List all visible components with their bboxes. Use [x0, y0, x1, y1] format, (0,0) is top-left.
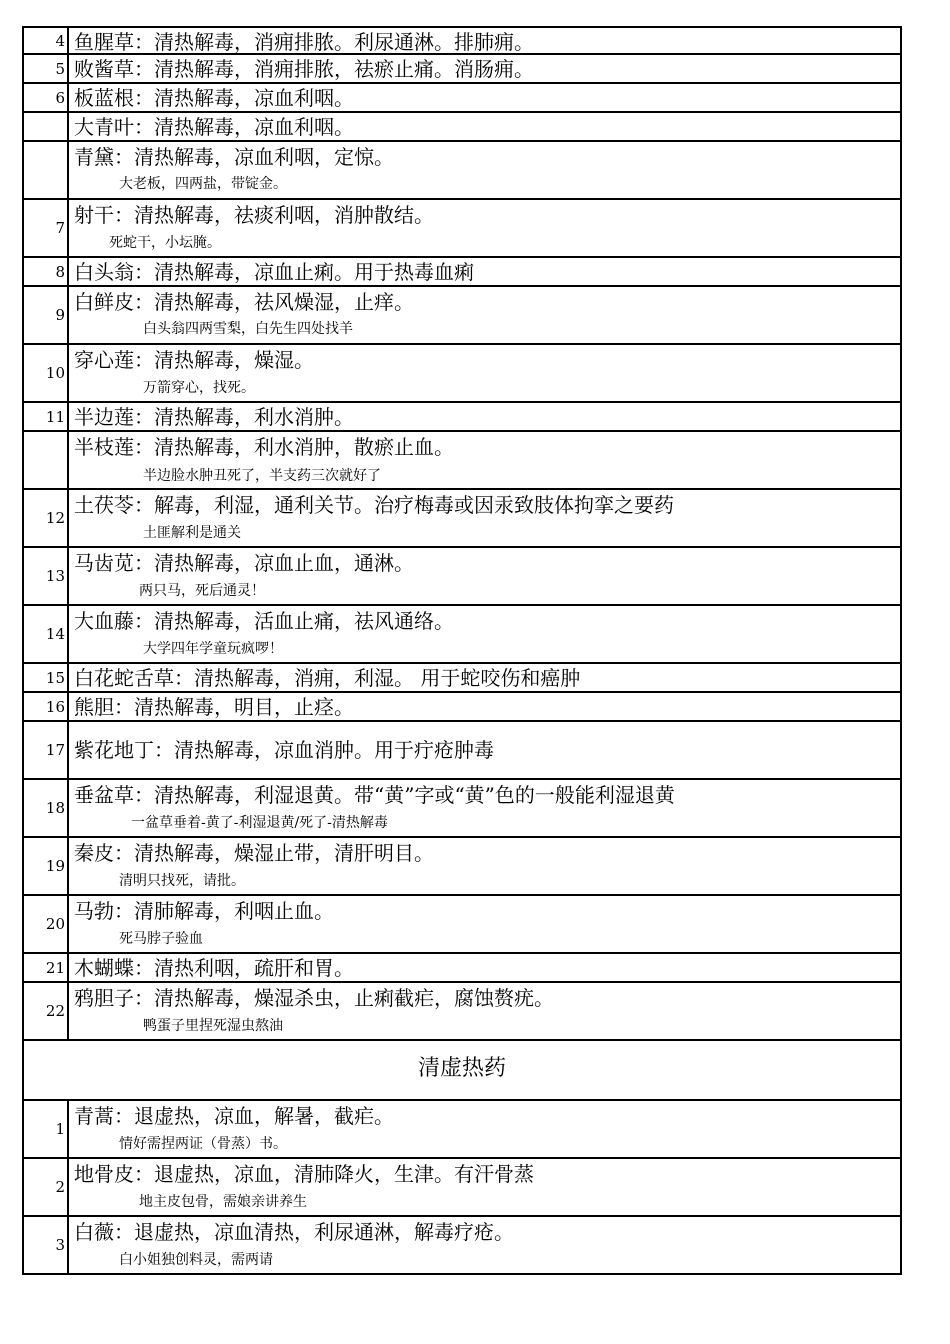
table-row	[22, 548, 902, 606]
herb-entry-text: 大血藤：清热解毒，活血止痛，祛风通络。	[74, 609, 454, 633]
mnemonic-text: 土匪解利是通关	[143, 525, 241, 541]
mnemonic-text: 情好需捏两证（骨蒸）书。	[119, 1136, 287, 1152]
mnemonic-text: 半边脸水肿丑死了，半支药三次就好了	[143, 468, 381, 484]
table-row	[22, 55, 902, 84]
herb-entry-text: 地骨皮：退虚热，凉血，清肺降火，生津。有汗骨蒸	[74, 1162, 534, 1186]
table-row	[22, 1101, 902, 1159]
mnemonic-text: 地主皮包骨，需娘亲讲养生	[139, 1194, 307, 1210]
table-row	[22, 258, 902, 287]
table-row	[22, 200, 902, 258]
herb-entry-text: 秦皮：清热解毒，燥湿止带，清肝明目。	[74, 841, 434, 865]
herb-entry-text: 青蒿：退虚热，凉血，解暑，截疟。	[74, 1104, 394, 1128]
table-row	[22, 1159, 902, 1217]
table-row	[22, 780, 902, 838]
mnemonic-text: 清明只找死，请批。	[119, 873, 245, 889]
herb-entry-text: 半枝莲：清热解毒，利水消肿，散瘀止血。	[74, 435, 454, 459]
table-row	[22, 983, 902, 1041]
row-number: 7	[24, 200, 69, 256]
table-row	[22, 490, 902, 548]
row-number: 11	[24, 403, 69, 430]
herb-entry-text: 青黛：清热解毒，凉血利咽，定惊。	[74, 145, 394, 169]
mnemonic-text: 白头翁四两雪梨，白先生四处找羊	[143, 321, 353, 337]
herb-entry-text: 白薇：退虚热，凉血清热，利尿通淋，解毒疗疮。	[74, 1220, 514, 1244]
table-row	[22, 722, 902, 780]
table-row	[22, 693, 902, 722]
section-title: 清虚热药	[417, 1056, 506, 1081]
herb-entry-text: 半边莲：清热解毒，利水消肿。	[74, 405, 354, 429]
herb-entry-text: 白花蛇舌草：清热解毒，消痈，利湿。 用于蛇咬伤和癌肿	[74, 666, 581, 690]
herb-entry-text: 白鲜皮：清热解毒，祛风燥湿，止痒。	[74, 290, 414, 314]
row-number: 5	[24, 55, 69, 82]
herb-entry-text: 鱼腥草：清热解毒，消痈排脓。利尿通淋。排肺痈。	[74, 30, 534, 54]
herb-entry-text: 马勃：清肺解毒，利咽止血。	[74, 899, 334, 923]
table-row	[22, 954, 902, 983]
mnemonic-text: 死蛇干，小坛腌。	[109, 235, 221, 251]
row-number: 6	[24, 84, 69, 111]
row-number: 20	[24, 896, 69, 952]
herb-entry-text: 熊胆：清热解毒，明目，止痉。	[74, 695, 354, 719]
table-row	[22, 838, 902, 896]
row-number: 3	[24, 1217, 69, 1273]
section-header	[22, 1041, 902, 1101]
mnemonic-text: 一盆草垂着-黄了-利湿退黄/死了-清热解毒	[131, 815, 388, 831]
mnemonic-text: 大老板，四两盐，带锭金。	[119, 176, 287, 192]
herb-entry-text: 鸦胆子：清热解毒，燥湿杀虫，止痢截疟，腐蚀赘疣。	[74, 986, 554, 1010]
herb-entry-text: 马齿苋：清热解毒，凉血止血，通淋。	[74, 551, 414, 575]
mnemonic-text: 鸭蛋子里捏死湿虫熬油	[143, 1018, 283, 1034]
row-number: 21	[24, 954, 69, 981]
row-number: 10	[24, 345, 69, 401]
table-row	[22, 606, 902, 664]
mnemonic-text: 大学四年学童玩疯啰！	[143, 641, 283, 657]
mnemonic-text: 两只马，死后通灵！	[139, 583, 265, 599]
herb-entry-text: 土茯苓：解毒，利湿，通利关节。治疗梅毒或因汞致肢体拘挛之要药	[74, 493, 674, 517]
row-number: 9	[24, 287, 69, 343]
row-number: 14	[24, 606, 69, 662]
table-row	[22, 1217, 902, 1275]
table-row	[22, 287, 902, 345]
mnemonic-text: 死马脖子验血	[119, 931, 203, 947]
row-number: 17	[24, 722, 69, 778]
document-sheet	[22, 26, 902, 1275]
table-row	[22, 403, 902, 432]
row-number	[24, 142, 69, 198]
herb-entry-text: 大青叶：清热解毒，凉血利咽。	[74, 115, 354, 139]
row-number: 18	[24, 780, 69, 836]
table-row	[22, 142, 902, 200]
table-row	[22, 345, 902, 403]
table-row	[22, 113, 902, 142]
mnemonic-text: 万箭穿心，找死。	[143, 380, 255, 396]
table-row	[22, 26, 902, 55]
row-number: 15	[24, 664, 69, 691]
row-number: 8	[24, 258, 69, 285]
row-number	[24, 113, 69, 140]
row-number: 22	[24, 983, 69, 1039]
herb-entry-text: 垂盆草：清热解毒，利湿退黄。带“黄”字或“黄”色的一般能利湿退黄	[74, 783, 675, 807]
herb-entry-text: 穿心莲：清热解毒，燥湿。	[74, 348, 314, 372]
herb-entry-text: 白头翁：清热解毒，凉血止痢。用于热毒血痢	[74, 260, 474, 284]
herb-entry-text: 射干：清热解毒，祛痰利咽，消肿散结。	[74, 203, 434, 227]
table-row	[22, 432, 902, 490]
row-number: 1	[24, 1101, 69, 1157]
table-row	[22, 664, 902, 693]
table-row	[22, 896, 902, 954]
table-row	[22, 84, 902, 113]
row-number: 16	[24, 693, 69, 720]
row-number: 4	[24, 28, 69, 53]
herb-entry-text: 板蓝根：清热解毒，凉血利咽。	[74, 86, 354, 110]
mnemonic-text: 白小姐独创料灵，需两请	[119, 1252, 273, 1268]
row-number: 13	[24, 548, 69, 604]
row-number: 12	[24, 490, 69, 546]
row-number	[24, 432, 69, 488]
herb-entry-text: 败酱草：清热解毒，消痈排脓，祛瘀止痛。消肠痈。	[74, 57, 534, 81]
row-number: 2	[24, 1159, 69, 1215]
herb-entry-text: 紫花地丁：清热解毒，凉血消肿。用于疔疮肿毒	[74, 738, 494, 762]
row-number: 19	[24, 838, 69, 894]
herb-entry-text: 木蝴蝶：清热利咽，疏肝和胃。	[74, 956, 354, 980]
